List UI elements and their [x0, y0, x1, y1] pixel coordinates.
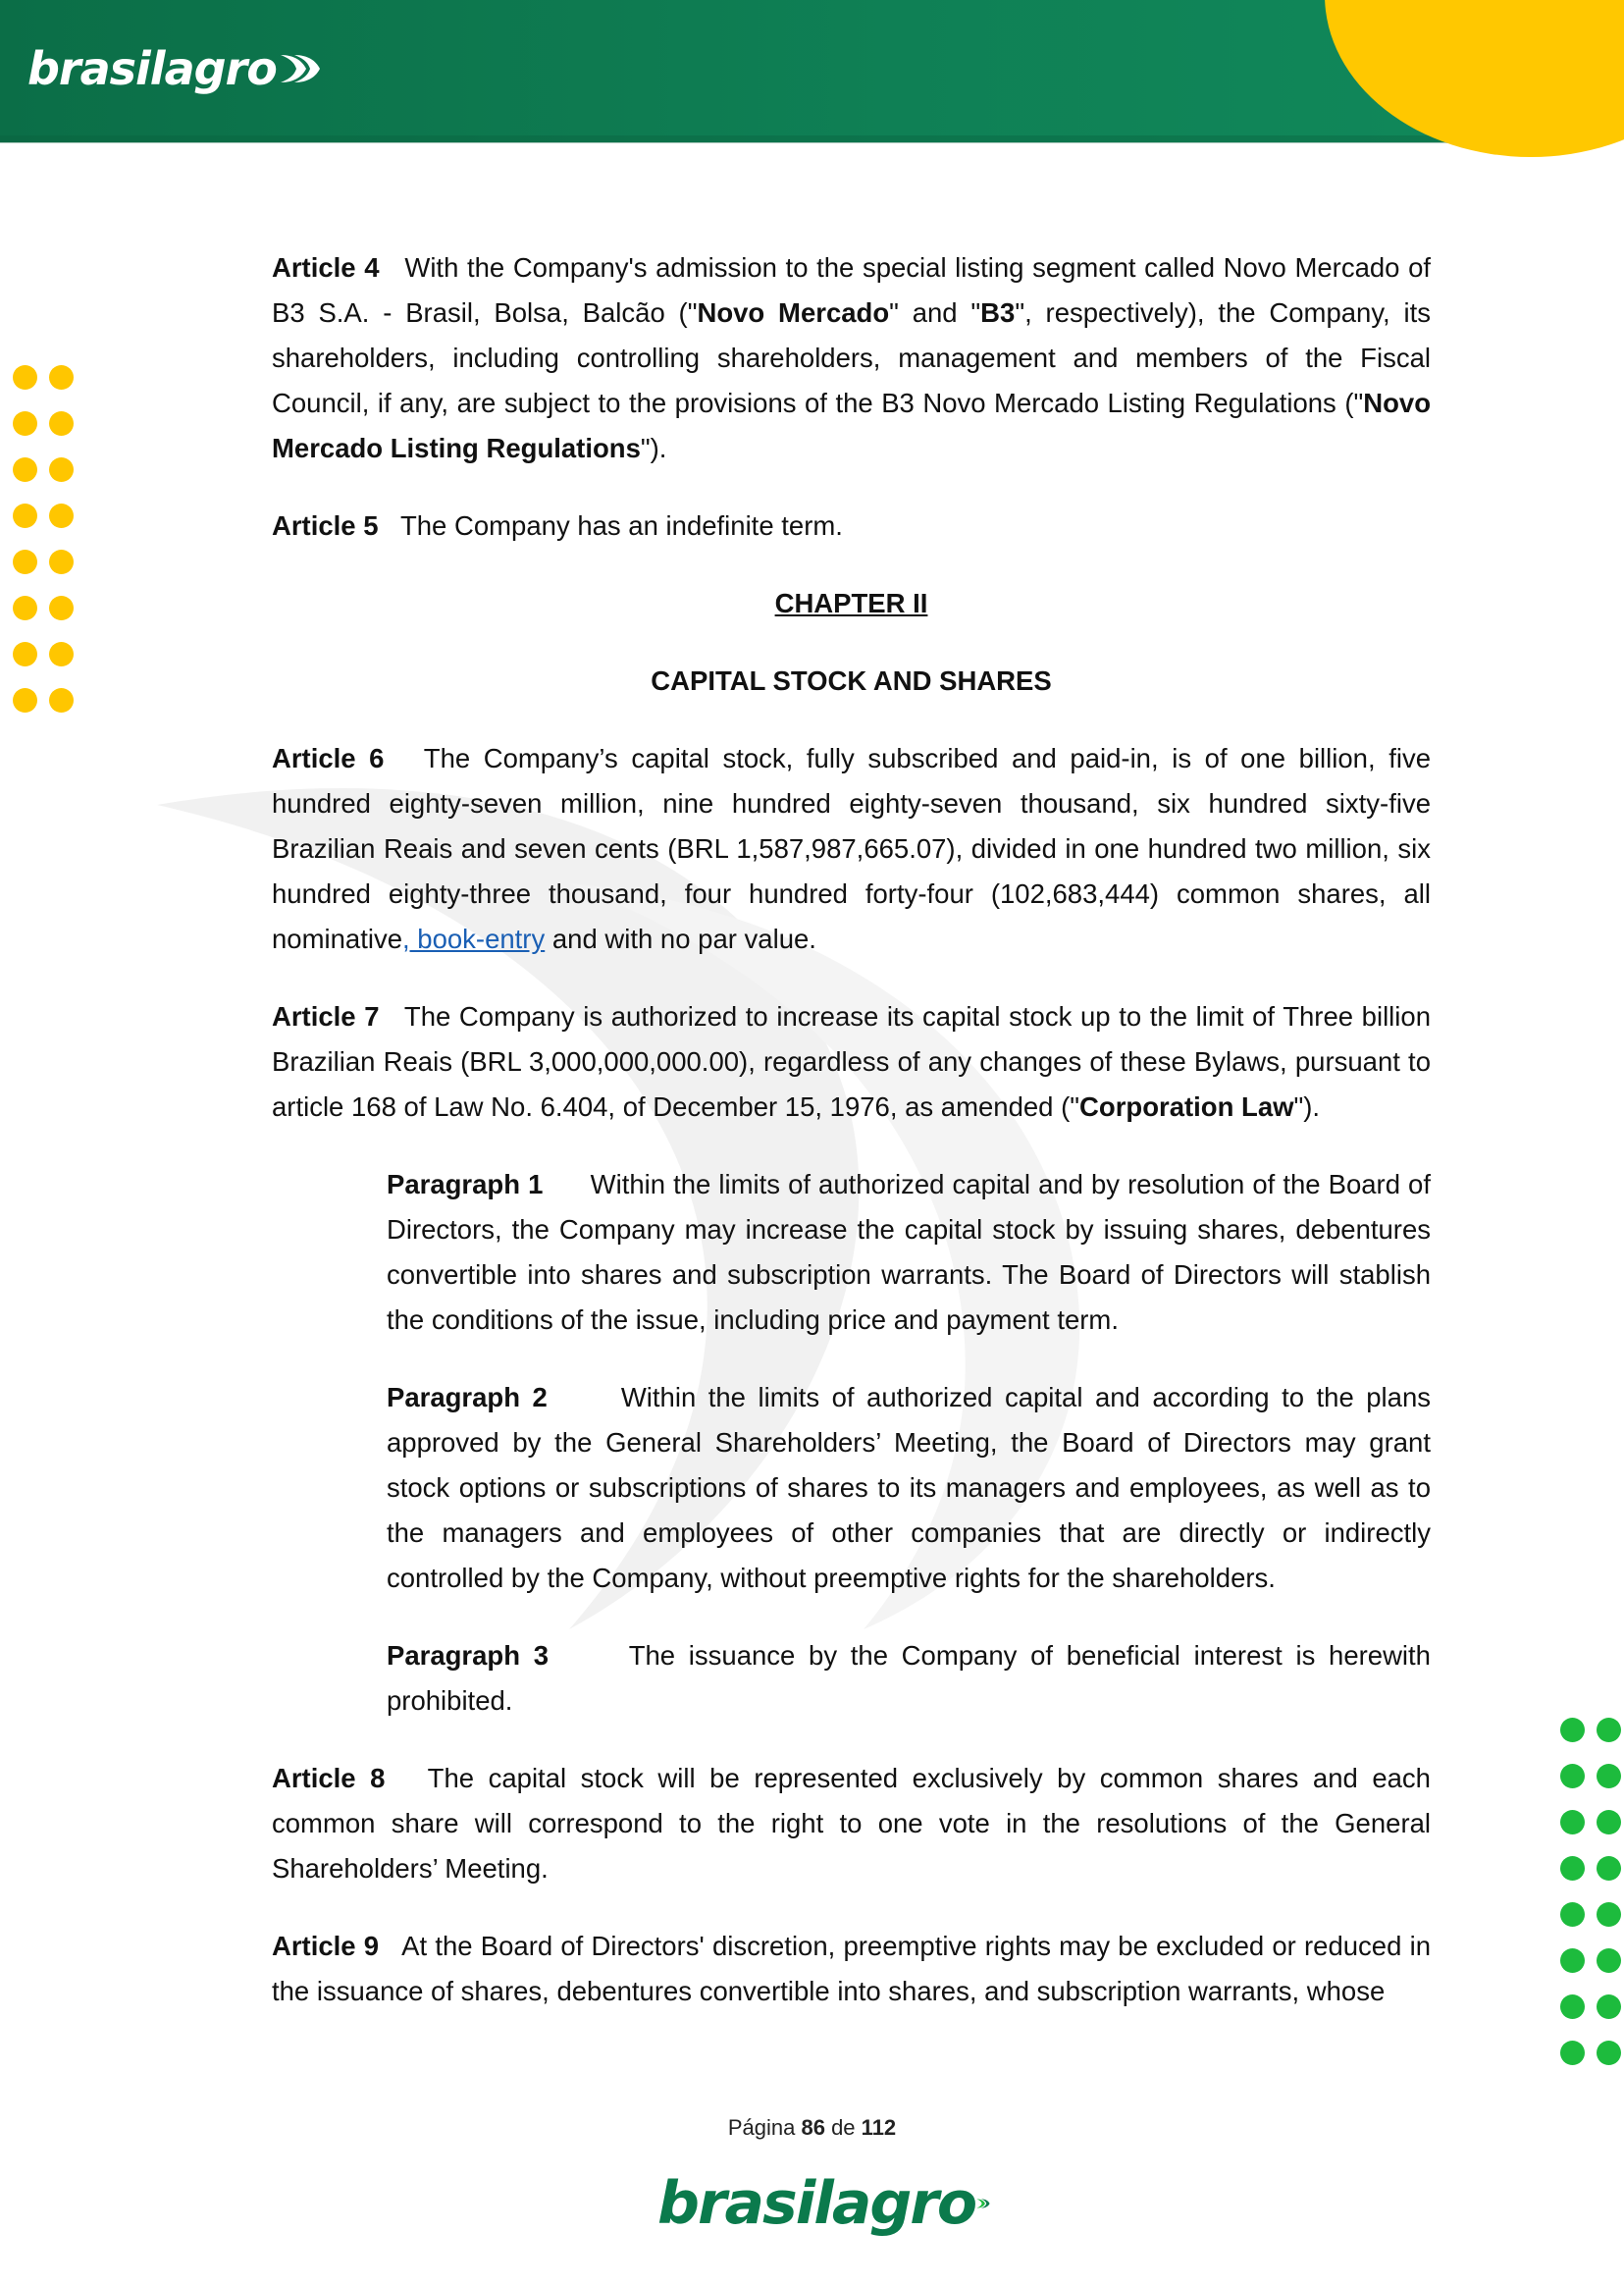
- article-text: With the Company's admission to the special listing segment called Novo Mercado of B3 S.A. - Brasil, Bolsa, Balcão (": [272, 252, 1432, 328]
- paragraph-label: Paragraph 2: [387, 1382, 548, 1412]
- defined-term: Novo Mercado: [697, 297, 890, 328]
- article-label: Article 9: [272, 1931, 380, 1961]
- article-7: [272, 994, 1431, 1130]
- defined-term: Novo Mercado Listing Regulations: [272, 388, 1431, 463]
- paragraph-2: [387, 1375, 1431, 1601]
- logo-wordmark: brasilagro: [657, 2169, 976, 2238]
- article-label: Article 4: [272, 252, 380, 283]
- article-text: ").: [1293, 1091, 1321, 1122]
- article-text: The Company’s capital stock, fully subscribed and paid-in, is of one billion, five hundred eighty-seven million, nine hundred eighty-seven thousand, six hundred sixty-five Brazilian Reais and seven cents (BRL 1,587,987,665.07), divided in one hundred two million, six hundred eighty-three thousand, four hundred forty-four (102,683,444) common shares, all nominative: [272, 743, 1431, 954]
- article-label: Article 7: [272, 1001, 380, 1032]
- paragraph-label: Paragraph 3: [387, 1640, 550, 1671]
- paragraph-1: [387, 1162, 1431, 1343]
- article-4: [272, 245, 1431, 471]
- article-text: The Company has an indefinite term.: [399, 510, 843, 541]
- article-label: Article 6: [272, 743, 385, 773]
- of-word: de: [831, 2115, 856, 2140]
- article-8: [272, 1756, 1431, 1891]
- defined-term: Corporation Law: [1079, 1091, 1294, 1122]
- defined-term: B3: [980, 297, 1016, 328]
- paragraph-3: [387, 1633, 1431, 1724]
- page-number: [0, 2115, 1624, 2141]
- paragraph-text: Within the limits of authorized capital and according to the plans approved by the General Shareholders’ Meeting, the Board of Directors may grant stock options or subscriptions of shares to its managers and employees, as well as to the managers and employees of other companies that are directly or indirectly controlled by the Company, without preemptive rights for the shareholders.: [387, 1382, 1431, 1593]
- brasilagro-logo-header: [27, 34, 324, 103]
- total-pages: 112: [861, 2115, 897, 2140]
- page-word: Página: [727, 2115, 796, 2140]
- brasilagro-logo-footer: [657, 2164, 991, 2243]
- book-entry-link[interactable]: , book-entry: [402, 924, 546, 954]
- article-9: [272, 1924, 1431, 2014]
- article-text: " and ": [889, 297, 981, 328]
- paragraph-text: The issuance by the Company of beneficial interest is herewith prohibited.: [387, 1640, 1431, 1716]
- chapter-title: [272, 659, 1431, 704]
- logo-wordmark: brasilagro: [27, 42, 277, 95]
- article-text: The Company is authorized to increase its capital stock up to the limit of Three billion Brazilian Reais (BRL 3,000,000,000.00), regardless of any changes of these Bylaws, pursuant to article 168 of Law No. 6.404, of December 15, 1976, as amended (": [272, 1001, 1431, 1122]
- header-shadow: [0, 135, 1452, 143]
- article-text: The capital stock will be represented exclusively by common shares and each common share will correspond to the right to one vote in the resolutions of the General Shareholders’ Meeting.: [272, 1763, 1431, 1884]
- chapter-title-text: CAPITAL STOCK AND SHARES: [651, 665, 1052, 696]
- current-page: 86: [801, 2115, 825, 2140]
- article-text: ", respectively), the Company, its shareholders, including controlling shareholders, management and members of the Fiscal Council, if any, are subject to the provisions of the B3 Novo Mercado Listing Regulations (": [272, 297, 1431, 418]
- article-text: ").: [640, 433, 667, 463]
- article-text: At the Board of Directors' discretion, preemptive rights may be excluded or reduced in the issuance of shares, debentures convertible into shares, and subscription warrants, whose: [272, 1931, 1432, 2006]
- chapter-number: CHAPTER II: [774, 588, 928, 618]
- article-label: Article 5: [272, 510, 379, 541]
- paragraph-text: Within the limits of authorized capital and by resolution of the Board of Directors, the Company may increase the capital stock by issuing shares, debentures convertible into shares and subscription warrants. The Board of Directors will stablish the conditions of the issue, including price and payment term.: [387, 1169, 1431, 1335]
- logo-chevrons-icon: [975, 2176, 991, 2231]
- article-label: Article 8: [272, 1763, 386, 1793]
- logo-chevrons-icon: [277, 49, 324, 88]
- chapter-heading: [272, 581, 1431, 626]
- paragraph-label: Paragraph 1: [387, 1169, 544, 1199]
- article-text: and with no par value.: [545, 924, 816, 954]
- document-body: [272, 245, 1431, 2046]
- article-5: [272, 504, 1431, 549]
- article-6: [272, 736, 1431, 962]
